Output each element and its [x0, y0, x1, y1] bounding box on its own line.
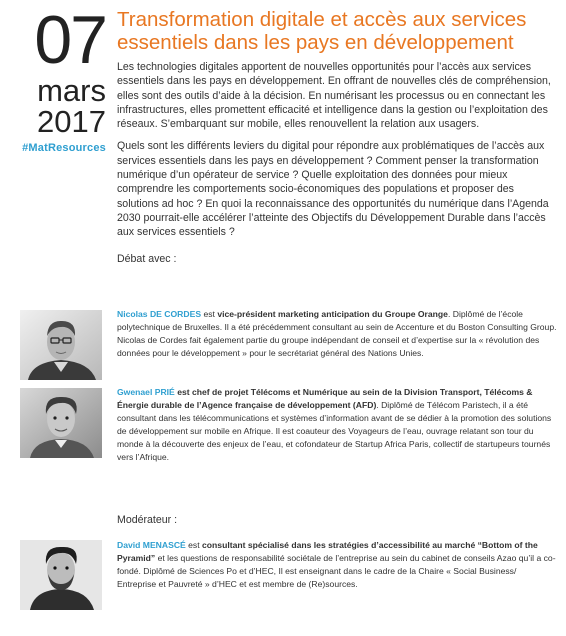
speaker-role: vice-président marketing anticipation du Groupe Orange	[217, 309, 448, 319]
moderator-photo-menasce	[20, 540, 102, 610]
speaker-description: . Diplômé de Télécom Paristech, il a été consultant dans les télécommunications et systèmes d’information avant de se dédier à la promotion des solutions de développement sur mobile en Afrique. Il est coauteur des Voyageurs de l’eau, ouvrage relatant son tour du monde à la découverte des enjeux de l’eau, et cofondateur de Startup Africa Paris, collectif de startupeurs tournés vers l’Afrique.	[117, 400, 552, 463]
event-date	[14, 2, 106, 154]
speaker-bio	[117, 386, 557, 465]
debate-label: Débat avec :	[117, 252, 177, 265]
speaker-photo-de-cordes	[20, 310, 102, 380]
speaker-bio: Nicolas DE CORDES est vice-président marketing anticipation du Groupe Orange. Diplômé de l’école polytechnique de Bruxelles. Il a été précédemment consultant au sein de Accenture et du Boston Consulting Group. Nicolas de Cordes fait également partie du groupe indépendant de conseil et d’expertise sur la « révolution des données pour le développement » pour le secrétariat général des Nations Unies.	[117, 309, 557, 359]
moderator-name: David MENASCÉ	[117, 540, 186, 550]
event-title: Transformation digitale et accès aux services essentiels dans les pays en développement	[117, 8, 527, 54]
speaker-description: . Diplômé de l’école polytechnique de Bruxelles. Il a été précédemment consultant au sein de Accenture et du Boston Consulting Group. Nicolas de Cordes fait également partie du groupe indépendant de conseil et d’expertise sur la « révolution des données pour le développement » pour le secrétariat général des Nations Unies.	[117, 309, 557, 359]
moderator-label: Modérateur :	[117, 514, 178, 526]
event-description	[117, 8, 555, 265]
speaker-name: Gwenael PRIÉ	[117, 387, 175, 397]
date-day: 07	[34, 2, 106, 78]
moderator-bio: David MENASCÉ est consultant spécialisé dans les stratégies d’accessibilité au marché “Bottom of the Pyramid” et les questions de responsabilité sociétale de l’entreprise au sein du cabinet de conseils Azao qu’il a co-fondé. Diplômé de Sciences Po et d’HEC, Il est enseignant dans le cadre de la Chaire « Social Business/ Entreprise et Pauvreté » d’HEC et est membre de (Re)sources.	[117, 540, 556, 590]
questions-paragraph: Quels sont les différents leviers du digital pour répondre aux problématiques de l’accès aux services essentiels dans les pays en développement ? Comment penser la transformation numérique d’un opérateur de service ? Quelle exploitation des données pour mieux comprendre les comportements socio-économiques des populations et proposer des solutions ad hoc ? En quoi la reconnaissance des opportunités du numérique dans l’Agenda 2030 pourrait-elle accélérer l’atteinte des Objectifs du Développement Durable dans l’accès aux services essentiels ?	[117, 140, 549, 239]
speaker-role: est chef de projet Télécoms et Numérique au sein de la Division Transport, Télécoms & Énergie durable de l’Agence française de développement (AFD)	[117, 387, 533, 411]
moderator-description: et les questions de responsabilité sociétale de l’entreprise au sein du cabinet de conseils Azao qu’il a co-fondé. Diplômé de Sciences Po et d’HEC, Il est enseignant dans le cadre de la Chaire « Social Business/ Entreprise et Pauvreté » d’HEC et est membre de (Re)sources.	[117, 553, 556, 590]
speaker-photo-prie	[20, 388, 102, 458]
hashtag[interactable]: #MatResources	[22, 142, 106, 154]
date-year: 2017	[37, 104, 106, 139]
moderator-role: consultant spécialisé dans les stratégies d’accessibilité au marché “Bottom of the Pyramid”	[117, 540, 538, 564]
date-month: mars	[37, 73, 106, 108]
intro-paragraph: Les technologies digitales apportent de nouvelles opportunités pour l’accès aux services essentiels dans les pays en développement. En offrant de nouvelles clés de compréhension, elles sont des outils d’aide à la décision. En numérisant les processus ou en connectant les infrastructures, elles promettent efficacité et intelligence dans la gestion ou l’exploitation des réseaux. S’embarquant sur mobile, elles renouvellent la relation aux usagers.	[117, 61, 551, 131]
speaker-name: Nicolas DE CORDES	[117, 309, 202, 319]
